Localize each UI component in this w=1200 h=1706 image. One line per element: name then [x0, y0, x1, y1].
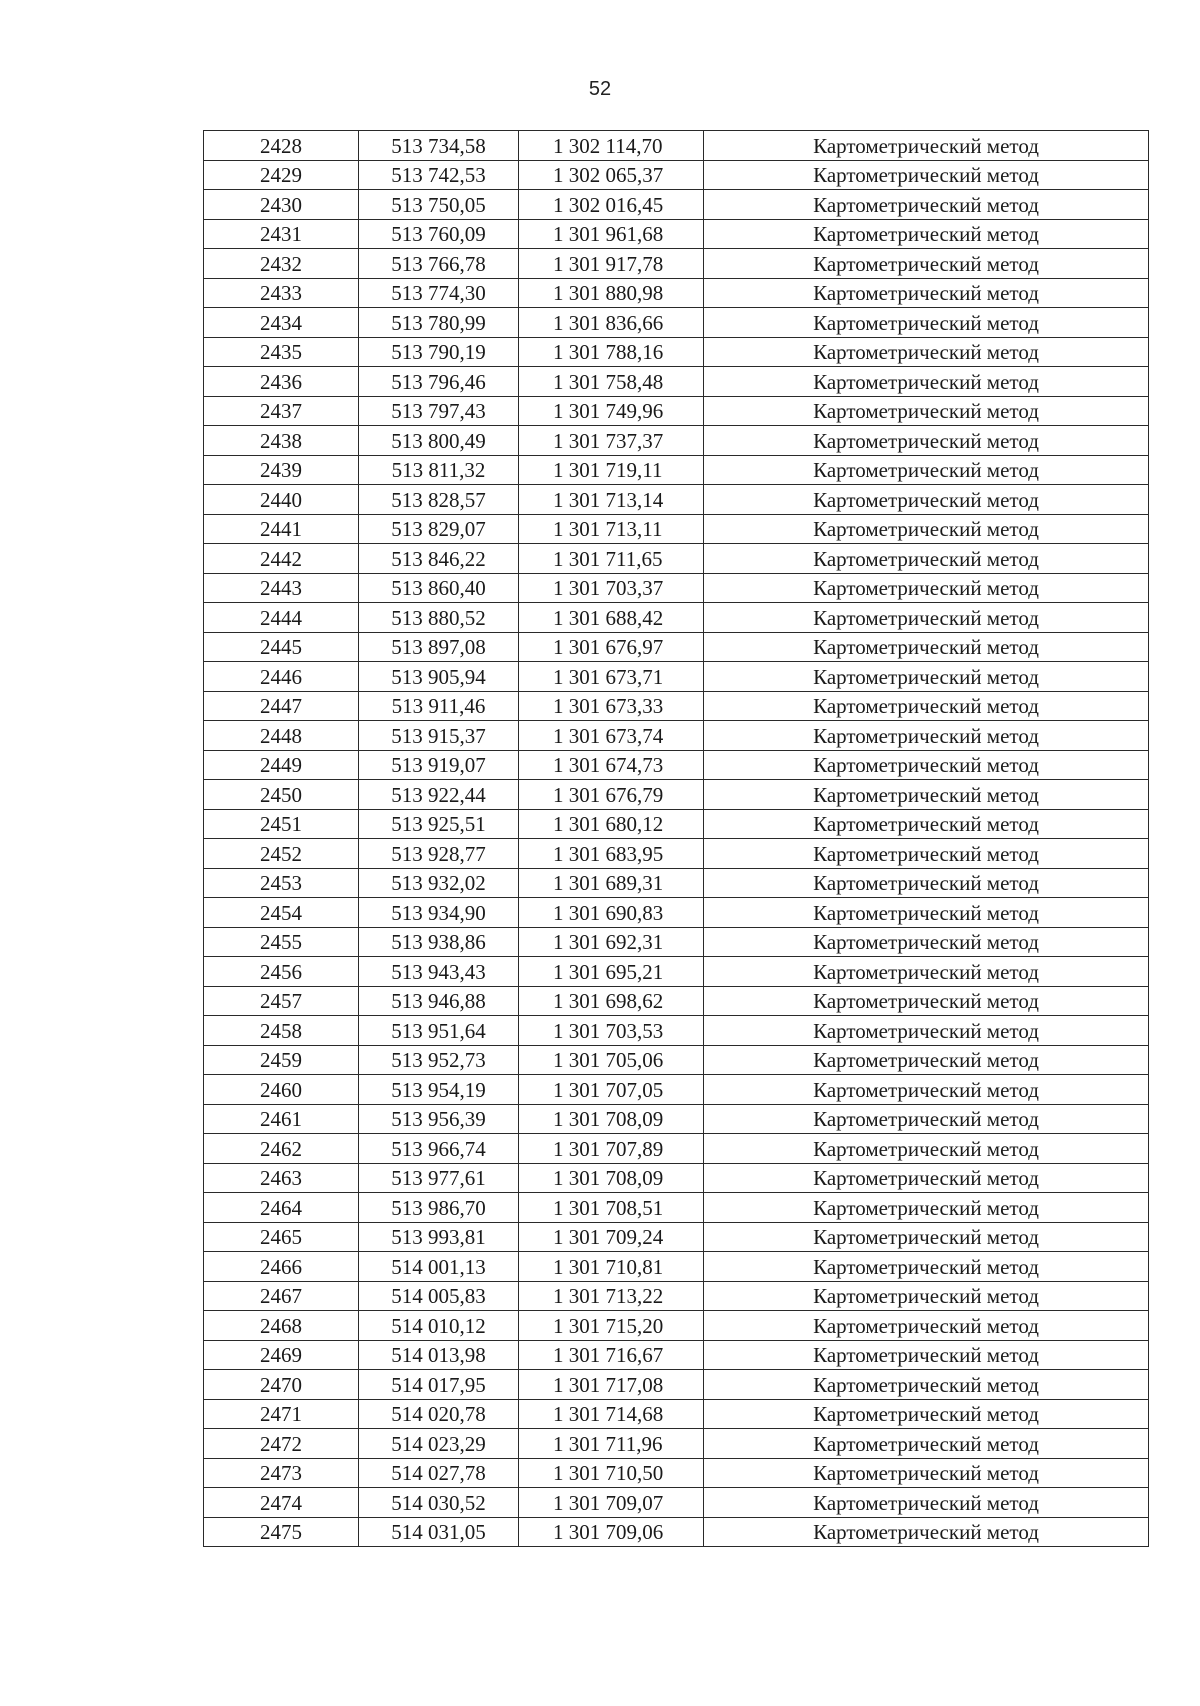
method-cell: Картометрический метод [704, 131, 1149, 161]
x-coordinate-cell: 513 915,37 [359, 721, 519, 751]
table-row [204, 809, 1149, 839]
method-cell: Картометрический метод [704, 249, 1149, 279]
coordinates-table-body [204, 131, 1149, 1547]
method-cell: Картометрический метод [704, 426, 1149, 456]
table-row [204, 750, 1149, 780]
x-coordinate-cell: 513 977,61 [359, 1163, 519, 1193]
x-coordinate-cell: 513 922,44 [359, 780, 519, 810]
point-number-cell: 2466 [204, 1252, 359, 1282]
x-coordinate-cell: 513 760,09 [359, 219, 519, 249]
table-row [204, 1340, 1149, 1370]
x-coordinate-cell: 513 966,74 [359, 1134, 519, 1164]
table-row [204, 249, 1149, 279]
method-cell: Картометрический метод [704, 1517, 1149, 1547]
y-coordinate-cell: 1 301 705,06 [519, 1045, 704, 1075]
y-coordinate-cell: 1 301 716,67 [519, 1340, 704, 1370]
table-row [204, 1045, 1149, 1075]
x-coordinate-cell: 513 946,88 [359, 986, 519, 1016]
table-row [204, 514, 1149, 544]
x-coordinate-cell: 513 750,05 [359, 190, 519, 220]
point-number-cell: 2436 [204, 367, 359, 397]
table-row [204, 1399, 1149, 1429]
y-coordinate-cell: 1 301 695,21 [519, 957, 704, 987]
y-coordinate-cell: 1 301 709,06 [519, 1517, 704, 1547]
method-cell: Картометрический метод [704, 868, 1149, 898]
y-coordinate-cell: 1 301 880,98 [519, 278, 704, 308]
point-number-cell: 2441 [204, 514, 359, 544]
x-coordinate-cell: 513 919,07 [359, 750, 519, 780]
point-number-cell: 2438 [204, 426, 359, 456]
y-coordinate-cell: 1 301 683,95 [519, 839, 704, 869]
x-coordinate-cell: 514 030,52 [359, 1488, 519, 1518]
x-coordinate-cell: 513 860,40 [359, 573, 519, 603]
point-number-cell: 2473 [204, 1458, 359, 1488]
table-row [204, 337, 1149, 367]
point-number-cell: 2460 [204, 1075, 359, 1105]
y-coordinate-cell: 1 301 698,62 [519, 986, 704, 1016]
point-number-cell: 2430 [204, 190, 359, 220]
point-number-cell: 2457 [204, 986, 359, 1016]
method-cell: Картометрический метод [704, 1222, 1149, 1252]
point-number-cell: 2474 [204, 1488, 359, 1518]
y-coordinate-cell: 1 301 680,12 [519, 809, 704, 839]
point-number-cell: 2451 [204, 809, 359, 839]
x-coordinate-cell: 513 880,52 [359, 603, 519, 633]
method-cell: Картометрический метод [704, 455, 1149, 485]
y-coordinate-cell: 1 301 711,65 [519, 544, 704, 574]
y-coordinate-cell: 1 301 836,66 [519, 308, 704, 338]
method-cell: Картометрический метод [704, 1075, 1149, 1105]
point-number-cell: 2459 [204, 1045, 359, 1075]
y-coordinate-cell: 1 301 689,31 [519, 868, 704, 898]
table-row [204, 1429, 1149, 1459]
method-cell: Картометрический метод [704, 1252, 1149, 1282]
x-coordinate-cell: 514 017,95 [359, 1370, 519, 1400]
table-row [204, 1311, 1149, 1341]
y-coordinate-cell: 1 301 707,89 [519, 1134, 704, 1164]
x-coordinate-cell: 513 766,78 [359, 249, 519, 279]
y-coordinate-cell: 1 301 692,31 [519, 927, 704, 957]
point-number-cell: 2429 [204, 160, 359, 190]
x-coordinate-cell: 513 986,70 [359, 1193, 519, 1223]
point-number-cell: 2428 [204, 131, 359, 161]
x-coordinate-cell: 514 031,05 [359, 1517, 519, 1547]
point-number-cell: 2471 [204, 1399, 359, 1429]
y-coordinate-cell: 1 301 788,16 [519, 337, 704, 367]
point-number-cell: 2462 [204, 1134, 359, 1164]
x-coordinate-cell: 513 938,86 [359, 927, 519, 957]
point-number-cell: 2442 [204, 544, 359, 574]
y-coordinate-cell: 1 301 708,51 [519, 1193, 704, 1223]
point-number-cell: 2470 [204, 1370, 359, 1400]
point-number-cell: 2464 [204, 1193, 359, 1223]
table-row [204, 1222, 1149, 1252]
y-coordinate-cell: 1 301 673,74 [519, 721, 704, 751]
x-coordinate-cell: 513 828,57 [359, 485, 519, 515]
x-coordinate-cell: 514 013,98 [359, 1340, 519, 1370]
x-coordinate-cell: 514 023,29 [359, 1429, 519, 1459]
y-coordinate-cell: 1 301 758,48 [519, 367, 704, 397]
method-cell: Картометрический метод [704, 1399, 1149, 1429]
method-cell: Картометрический метод [704, 1340, 1149, 1370]
y-coordinate-cell: 1 301 703,53 [519, 1016, 704, 1046]
point-number-cell: 2475 [204, 1517, 359, 1547]
method-cell: Картометрический метод [704, 337, 1149, 367]
table-row [204, 839, 1149, 869]
table-row [204, 721, 1149, 751]
table-row [204, 485, 1149, 515]
page-number: 52 [588, 78, 612, 100]
x-coordinate-cell: 513 796,46 [359, 367, 519, 397]
y-coordinate-cell: 1 301 749,96 [519, 396, 704, 426]
point-number-cell: 2469 [204, 1340, 359, 1370]
point-number-cell: 2456 [204, 957, 359, 987]
y-coordinate-cell: 1 302 114,70 [519, 131, 704, 161]
point-number-cell: 2453 [204, 868, 359, 898]
table-row [204, 898, 1149, 928]
table-row [204, 1281, 1149, 1311]
table-row [204, 1016, 1149, 1046]
y-coordinate-cell: 1 301 710,81 [519, 1252, 704, 1282]
table-row [204, 1488, 1149, 1518]
point-number-cell: 2468 [204, 1311, 359, 1341]
point-number-cell: 2439 [204, 455, 359, 485]
y-coordinate-cell: 1 301 711,96 [519, 1429, 704, 1459]
x-coordinate-cell: 513 846,22 [359, 544, 519, 574]
method-cell: Картометрический метод [704, 1281, 1149, 1311]
y-coordinate-cell: 1 301 710,50 [519, 1458, 704, 1488]
method-cell: Картометрический метод [704, 1016, 1149, 1046]
point-number-cell: 2455 [204, 927, 359, 957]
y-coordinate-cell: 1 301 737,37 [519, 426, 704, 456]
point-number-cell: 2472 [204, 1429, 359, 1459]
x-coordinate-cell: 513 934,90 [359, 898, 519, 928]
table-row [204, 1458, 1149, 1488]
table-row [204, 160, 1149, 190]
y-coordinate-cell: 1 301 690,83 [519, 898, 704, 928]
y-coordinate-cell: 1 301 703,37 [519, 573, 704, 603]
table-row [204, 131, 1149, 161]
x-coordinate-cell: 513 742,53 [359, 160, 519, 190]
y-coordinate-cell: 1 301 714,68 [519, 1399, 704, 1429]
method-cell: Картометрический метод [704, 1370, 1149, 1400]
y-coordinate-cell: 1 301 708,09 [519, 1163, 704, 1193]
point-number-cell: 2467 [204, 1281, 359, 1311]
table-row [204, 691, 1149, 721]
method-cell: Картометрический метод [704, 308, 1149, 338]
table-row [204, 396, 1149, 426]
method-cell: Картометрический метод [704, 485, 1149, 515]
point-number-cell: 2444 [204, 603, 359, 633]
table-row [204, 573, 1149, 603]
y-coordinate-cell: 1 301 673,71 [519, 662, 704, 692]
method-cell: Картометрический метод [704, 1311, 1149, 1341]
table-row [204, 308, 1149, 338]
table-row [204, 219, 1149, 249]
table-row [204, 868, 1149, 898]
method-cell: Картометрический метод [704, 190, 1149, 220]
y-coordinate-cell: 1 302 065,37 [519, 160, 704, 190]
x-coordinate-cell: 513 951,64 [359, 1016, 519, 1046]
y-coordinate-cell: 1 301 917,78 [519, 249, 704, 279]
method-cell: Картометрический метод [704, 839, 1149, 869]
point-number-cell: 2437 [204, 396, 359, 426]
table-row [204, 1134, 1149, 1164]
x-coordinate-cell: 513 956,39 [359, 1104, 519, 1134]
method-cell: Картометрический метод [704, 573, 1149, 603]
method-cell: Картометрический метод [704, 1163, 1149, 1193]
point-number-cell: 2449 [204, 750, 359, 780]
table-row [204, 957, 1149, 987]
y-coordinate-cell: 1 301 707,05 [519, 1075, 704, 1105]
point-number-cell: 2434 [204, 308, 359, 338]
x-coordinate-cell: 513 811,32 [359, 455, 519, 485]
method-cell: Картометрический метод [704, 219, 1149, 249]
point-number-cell: 2465 [204, 1222, 359, 1252]
table-row [204, 1193, 1149, 1223]
table-row [204, 986, 1149, 1016]
table-row [204, 1104, 1149, 1134]
method-cell: Картометрический метод [704, 278, 1149, 308]
method-cell: Картометрический метод [704, 1134, 1149, 1164]
y-coordinate-cell: 1 301 719,11 [519, 455, 704, 485]
y-coordinate-cell: 1 301 713,11 [519, 514, 704, 544]
point-number-cell: 2458 [204, 1016, 359, 1046]
method-cell: Картометрический метод [704, 544, 1149, 574]
table-row [204, 603, 1149, 633]
method-cell: Картометрический метод [704, 750, 1149, 780]
point-number-cell: 2461 [204, 1104, 359, 1134]
coordinates-table [203, 130, 1149, 1547]
x-coordinate-cell: 514 027,78 [359, 1458, 519, 1488]
x-coordinate-cell: 513 932,02 [359, 868, 519, 898]
point-number-cell: 2452 [204, 839, 359, 869]
table-row [204, 1163, 1149, 1193]
x-coordinate-cell: 513 943,43 [359, 957, 519, 987]
x-coordinate-cell: 514 005,83 [359, 1281, 519, 1311]
x-coordinate-cell: 513 897,08 [359, 632, 519, 662]
table-row [204, 780, 1149, 810]
point-number-cell: 2432 [204, 249, 359, 279]
method-cell: Картометрический метод [704, 957, 1149, 987]
x-coordinate-cell: 513 954,19 [359, 1075, 519, 1105]
x-coordinate-cell: 513 800,49 [359, 426, 519, 456]
point-number-cell: 2448 [204, 721, 359, 751]
x-coordinate-cell: 514 001,13 [359, 1252, 519, 1282]
table-row [204, 927, 1149, 957]
method-cell: Картометрический метод [704, 691, 1149, 721]
table-row [204, 1370, 1149, 1400]
point-number-cell: 2445 [204, 632, 359, 662]
table-row [204, 1075, 1149, 1105]
method-cell: Картометрический метод [704, 809, 1149, 839]
point-number-cell: 2450 [204, 780, 359, 810]
x-coordinate-cell: 513 790,19 [359, 337, 519, 367]
x-coordinate-cell: 513 829,07 [359, 514, 519, 544]
y-coordinate-cell: 1 301 961,68 [519, 219, 704, 249]
method-cell: Картометрический метод [704, 1488, 1149, 1518]
method-cell: Картометрический метод [704, 898, 1149, 928]
y-coordinate-cell: 1 301 715,20 [519, 1311, 704, 1341]
method-cell: Картометрический метод [704, 160, 1149, 190]
table-row [204, 278, 1149, 308]
y-coordinate-cell: 1 301 674,73 [519, 750, 704, 780]
method-cell: Картометрический метод [704, 780, 1149, 810]
point-number-cell: 2433 [204, 278, 359, 308]
point-number-cell: 2435 [204, 337, 359, 367]
table-row [204, 544, 1149, 574]
x-coordinate-cell: 513 925,51 [359, 809, 519, 839]
method-cell: Картометрический метод [704, 514, 1149, 544]
y-coordinate-cell: 1 301 713,22 [519, 1281, 704, 1311]
method-cell: Картометрический метод [704, 986, 1149, 1016]
table-row [204, 455, 1149, 485]
method-cell: Картометрический метод [704, 603, 1149, 633]
y-coordinate-cell: 1 302 016,45 [519, 190, 704, 220]
y-coordinate-cell: 1 301 717,08 [519, 1370, 704, 1400]
x-coordinate-cell: 513 774,30 [359, 278, 519, 308]
point-number-cell: 2454 [204, 898, 359, 928]
y-coordinate-cell: 1 301 708,09 [519, 1104, 704, 1134]
x-coordinate-cell: 513 734,58 [359, 131, 519, 161]
y-coordinate-cell: 1 301 709,24 [519, 1222, 704, 1252]
x-coordinate-cell: 513 952,73 [359, 1045, 519, 1075]
method-cell: Картометрический метод [704, 721, 1149, 751]
x-coordinate-cell: 513 797,43 [359, 396, 519, 426]
table-row [204, 632, 1149, 662]
x-coordinate-cell: 513 911,46 [359, 691, 519, 721]
point-number-cell: 2443 [204, 573, 359, 603]
method-cell: Картометрический метод [704, 632, 1149, 662]
point-number-cell: 2447 [204, 691, 359, 721]
y-coordinate-cell: 1 301 688,42 [519, 603, 704, 633]
point-number-cell: 2463 [204, 1163, 359, 1193]
point-number-cell: 2440 [204, 485, 359, 515]
method-cell: Картометрический метод [704, 396, 1149, 426]
method-cell: Картометрический метод [704, 367, 1149, 397]
point-number-cell: 2431 [204, 219, 359, 249]
y-coordinate-cell: 1 301 676,79 [519, 780, 704, 810]
point-number-cell: 2446 [204, 662, 359, 692]
y-coordinate-cell: 1 301 673,33 [519, 691, 704, 721]
table-row [204, 662, 1149, 692]
y-coordinate-cell: 1 301 676,97 [519, 632, 704, 662]
table-row [204, 1252, 1149, 1282]
table-row [204, 1517, 1149, 1547]
method-cell: Картометрический метод [704, 1429, 1149, 1459]
x-coordinate-cell: 514 020,78 [359, 1399, 519, 1429]
table-row [204, 426, 1149, 456]
method-cell: Картометрический метод [704, 927, 1149, 957]
method-cell: Картометрический метод [704, 1458, 1149, 1488]
x-coordinate-cell: 513 905,94 [359, 662, 519, 692]
x-coordinate-cell: 513 993,81 [359, 1222, 519, 1252]
table-row [204, 367, 1149, 397]
method-cell: Картометрический метод [704, 1045, 1149, 1075]
x-coordinate-cell: 514 010,12 [359, 1311, 519, 1341]
y-coordinate-cell: 1 301 709,07 [519, 1488, 704, 1518]
method-cell: Картометрический метод [704, 662, 1149, 692]
x-coordinate-cell: 513 928,77 [359, 839, 519, 869]
method-cell: Картометрический метод [704, 1193, 1149, 1223]
x-coordinate-cell: 513 780,99 [359, 308, 519, 338]
y-coordinate-cell: 1 301 713,14 [519, 485, 704, 515]
table-row [204, 190, 1149, 220]
method-cell: Картометрический метод [704, 1104, 1149, 1134]
